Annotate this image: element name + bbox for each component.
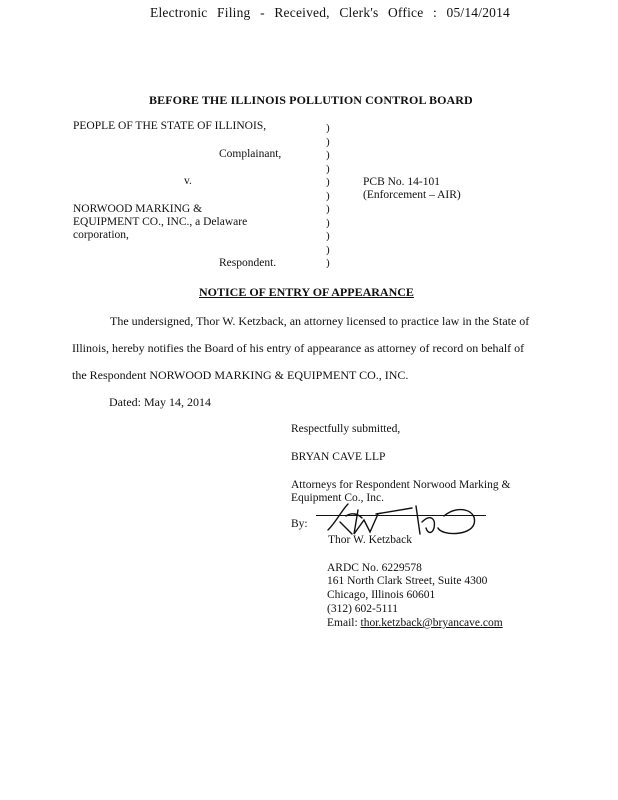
email-line bbox=[327, 617, 503, 629]
case-number: PCB No. 14-101 bbox=[363, 176, 440, 188]
address-line1: 161 North Clark Street, Suite 4300 bbox=[327, 575, 488, 587]
bracket-mark: ) bbox=[326, 203, 330, 215]
complainant-role: Complainant, bbox=[219, 148, 282, 160]
bracket-mark: ) bbox=[326, 257, 330, 269]
firm-name: BRYAN CAVE LLP bbox=[291, 451, 386, 463]
case-type: (Enforcement – AIR) bbox=[363, 189, 461, 201]
email-label: Email: bbox=[327, 617, 358, 629]
email-link[interactable]: thor.ketzback@bryancave.com bbox=[360, 617, 503, 629]
closing: Respectfully submitted, bbox=[291, 423, 401, 435]
attorneys-for-line1: Attorneys for Respondent Norwood Marking & bbox=[291, 479, 511, 491]
respondent-name-line3: corporation, bbox=[73, 229, 129, 241]
by-label: By: bbox=[291, 518, 308, 530]
phone-number: (312) 602-5111 bbox=[327, 603, 399, 615]
notice-body-line2: Illinois, hereby notifies the Board of his entry of appearance as attorney of record on behalf of bbox=[72, 341, 525, 355]
bracket-mark: ) bbox=[326, 149, 330, 161]
bracket-mark: ) bbox=[326, 176, 330, 188]
notice-heading: NOTICE OF ENTRY OF APPEARANCE bbox=[199, 285, 414, 299]
bracket-mark: ) bbox=[326, 243, 330, 256]
dated-line: Dated: May 14, 2014 bbox=[109, 395, 211, 409]
bracket-mark: ) bbox=[326, 162, 330, 175]
bracket-mark: ) bbox=[326, 189, 330, 202]
notice-body-line3: the Respondent NORWOOD MARKING & EQUIPMENT CO., INC. bbox=[72, 368, 409, 382]
address-line2: Chicago, Illinois 60601 bbox=[327, 589, 436, 601]
bracket-mark: ) bbox=[326, 135, 330, 148]
notice-body-line1: The undersigned, Thor W. Ketzback, an attorney licensed to practice law in the State of bbox=[110, 314, 530, 328]
respondent-name-line1: NORWOOD MARKING & bbox=[73, 203, 203, 215]
respondent-role: Respondent. bbox=[219, 257, 277, 269]
versus-label: v. bbox=[184, 175, 192, 187]
complainant-name: PEOPLE OF THE STATE OF ILLINOIS, bbox=[73, 120, 267, 132]
board-title: BEFORE THE ILLINOIS POLLUTION CONTROL BOARD bbox=[149, 93, 473, 107]
caption-bracket bbox=[326, 122, 330, 271]
signer-name: Thor W. Ketzback bbox=[328, 534, 412, 546]
ardc-number: ARDC No. 6229578 bbox=[327, 562, 422, 574]
attorneys-for-line2: Equipment Co., Inc. bbox=[291, 492, 384, 504]
bracket-mark: ) bbox=[326, 230, 330, 242]
bracket-mark: ) bbox=[326, 216, 330, 229]
bracket-mark: ) bbox=[326, 122, 330, 134]
respondent-name-line2: EQUIPMENT CO., INC., a Delaware bbox=[73, 216, 248, 228]
filing-stamp: Electronic Filing - Received, Clerk's Office : 05/14/2014 bbox=[150, 5, 511, 20]
